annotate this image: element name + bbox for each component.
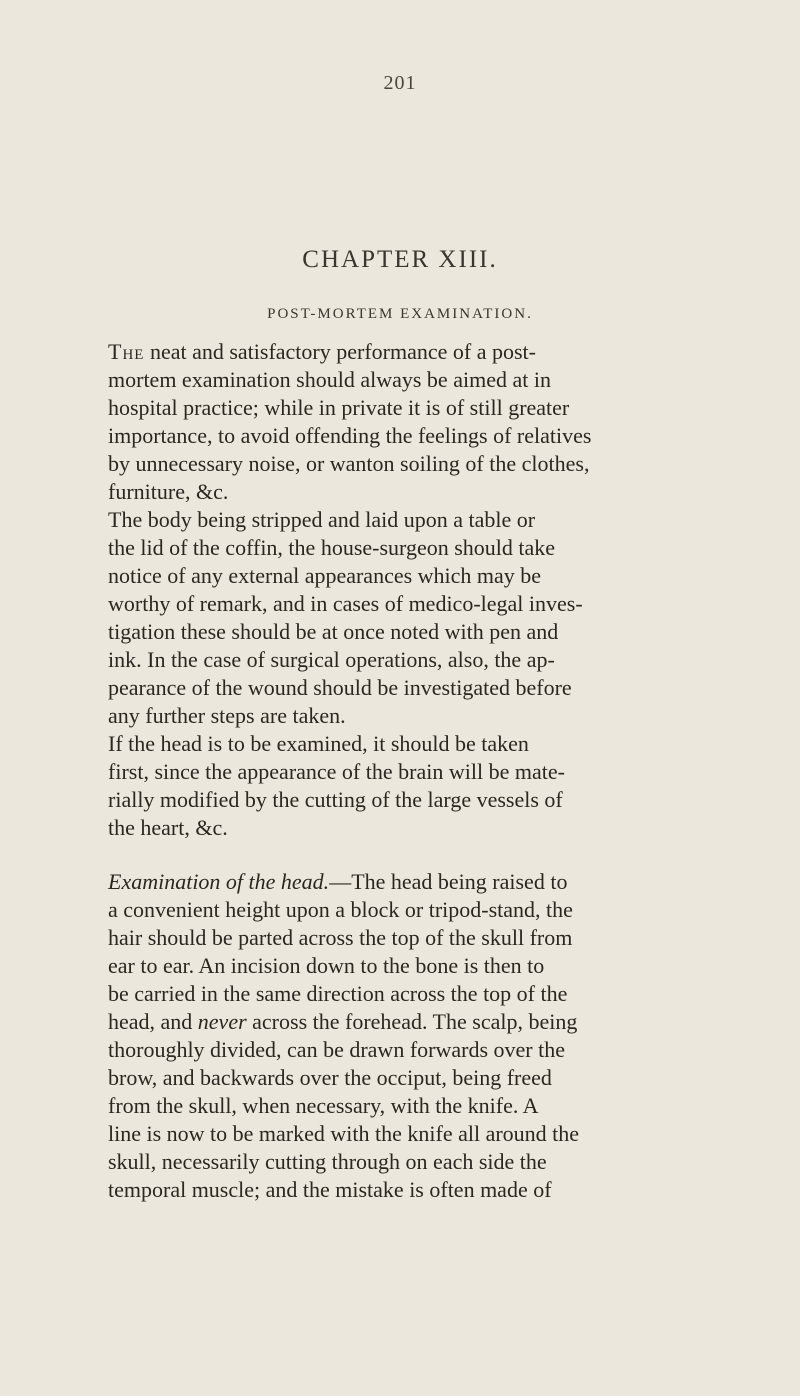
text-line-content: —The head being raised to [329,869,568,894]
text-line: worthy of remark, and in cases of medico-legal inves- [108,591,583,616]
text-line: hospital practice; while in private it is of still greater [108,395,570,420]
text-line: tigation these should be at once noted with pen and [108,619,559,644]
text-line: a convenient height upon a block or tripod-stand, the [108,897,573,922]
page-number: 201 [383,72,417,94]
text-line: ear to ear. An incision down to the bone is then to [108,953,545,978]
text-line [108,868,567,896]
text-line [108,1008,577,1036]
text-line: thoroughly divided, can be drawn forwards over the [108,1037,565,1062]
text-line: from the skull, when necessary, with the knife. A [108,1093,539,1118]
text-line: rially modified by the cutting of the large vessels of [108,787,563,812]
text-line: any further steps are taken. [108,703,346,728]
text-line: pearance of the wound should be investigated before [108,675,572,700]
section-heading: Examination of the head. [108,869,330,894]
text-line [108,338,536,366]
emphasis-never: never [197,1009,247,1034]
text-line: brow, and backwards over the occiput, being freed [108,1065,552,1090]
text-line: furniture, &c. [108,479,229,504]
first-word: The [108,339,145,364]
text-line: The body being stripped and laid upon a table or [108,507,536,532]
text-line: by unnecessary noise, or wanton soiling of the clothes, [108,451,590,476]
text-line: first, since the appearance of the brain will be mate- [108,759,565,784]
chapter-title: CHAPTER XIII. [302,246,498,273]
text-line: notice of any external appearances which may be [108,563,542,588]
text-line: hair should be parted across the top of the skull from [108,925,573,950]
text-line: be carried in the same direction across the top of the [108,981,568,1006]
text-line: the lid of the coffin, the house-surgeon should take [108,535,556,560]
text-line: ink. In the case of surgical operations, also, the ap- [108,647,555,672]
text-line: mortem examination should always be aimed at in [108,367,551,392]
text-line: skull, necessarily cutting through on each side the [108,1149,547,1174]
text-line-content: head, and [108,1009,198,1034]
text-line-content: across the forehead. The scalp, being [246,1009,578,1034]
text-line: the heart, &c. [108,815,228,840]
chapter-subtitle: POST-MORTEM EXAMINATION. [267,306,533,322]
text-line: line is now to be marked with the knife all around the [108,1121,580,1146]
text-line: If the head is to be examined, it should be taken [108,731,529,756]
text-line: importance, to avoid offending the feelings of relatives [108,423,592,448]
text-line: temporal muscle; and the mistake is often made of [108,1177,552,1202]
text-line-content: neat and satisfactory performance of a post- [144,339,536,364]
